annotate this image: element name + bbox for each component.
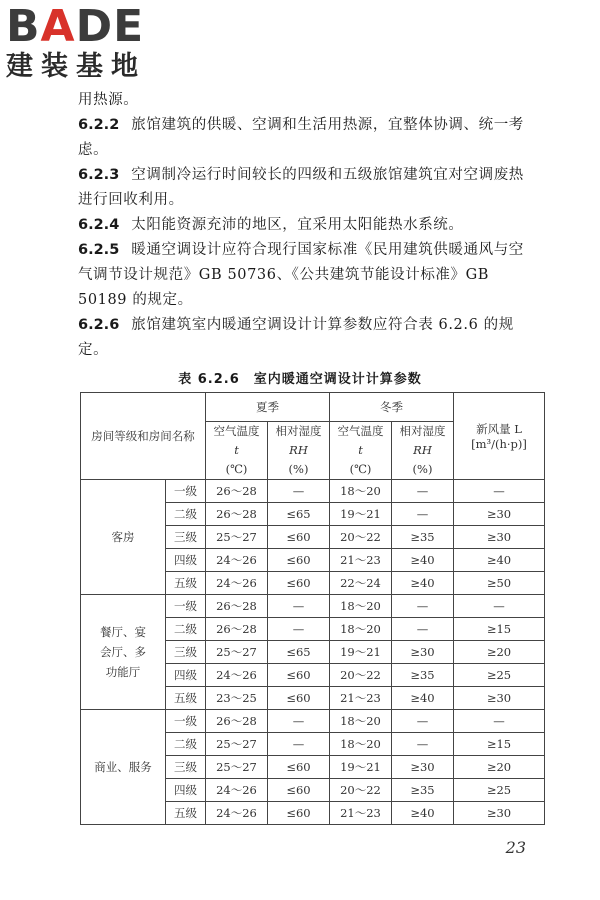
clause-number: 6.2.5 — [78, 242, 120, 258]
room-type-line: 商业、服务 — [94, 760, 152, 774]
summer-temp-cell: 24～26 — [206, 802, 268, 825]
table-caption: 表 6.2.6 室内暖通空调设计计算参数 — [178, 372, 422, 387]
fresh-air-cell: ≥15 — [454, 618, 545, 641]
summer-temp-cell: 24～26 — [206, 664, 268, 687]
fresh-air-cell: — — [454, 710, 545, 733]
winter-temp-cell: 20～22 — [330, 526, 392, 549]
summer-rh-cell: ≤60 — [268, 802, 330, 825]
clause-text: 空调制冷运行时间较长的四级和五级旅馆建筑宜对空调废热进行回收利用。 — [78, 167, 524, 208]
winter-rh-cell: ≥40 — [392, 572, 454, 595]
summer-temp-header: 空气温度 t (℃) — [206, 422, 268, 480]
summer-temp-cell: 24～26 — [206, 572, 268, 595]
paragraph — [78, 88, 536, 113]
fresh-air-cell: ≥25 — [454, 779, 545, 802]
grade-cell: 五级 — [166, 802, 206, 825]
winter-temp-cell: 19～21 — [330, 756, 392, 779]
winter-rh-cell: — — [392, 710, 454, 733]
summer-temp-cell: 24～26 — [206, 779, 268, 802]
summer-temp-cell: 25～27 — [206, 641, 268, 664]
body-text — [78, 88, 536, 363]
winter-temp-cell: 18～20 — [330, 480, 392, 503]
grade-cell: 三级 — [166, 756, 206, 779]
logo-wordmark: BADE — [6, 1, 145, 52]
grade-cell: 二级 — [166, 733, 206, 756]
winter-temp-cell: 18～20 — [330, 733, 392, 756]
winter-header: 冬季 — [330, 393, 454, 422]
fresh-air-cell: ≥15 — [454, 733, 545, 756]
winter-rh-header: 相对湿度 RH (%) — [392, 422, 454, 480]
grade-cell: 五级 — [166, 687, 206, 710]
room-type-line: 客房 — [111, 530, 135, 544]
grade-cell: 一级 — [166, 710, 206, 733]
winter-rh-cell: ≥30 — [392, 756, 454, 779]
clause-text: 太阳能资源充沛的地区，宜采用太阳能热水系统。 — [131, 217, 464, 233]
summer-rh-cell: ≤60 — [268, 687, 330, 710]
parameter-table — [80, 392, 545, 825]
winter-rh-cell: ≥35 — [392, 526, 454, 549]
summer-rh-cell: — — [268, 710, 330, 733]
table-row — [81, 710, 545, 733]
summer-rh-cell: ≤65 — [268, 503, 330, 526]
clause-text: 暖通空调设计应符合现行国家标准《民用建筑供暖通风与空气调节设计规范》GB 50736、《公共建筑节能设计标准》GB 50189 的规定。 — [78, 242, 524, 308]
clause-number: 6.2.4 — [78, 217, 120, 233]
winter-rh-cell: ≥30 — [392, 641, 454, 664]
paragraph — [78, 238, 536, 313]
fresh-air-cell: — — [454, 480, 545, 503]
clause-text: 旅馆建筑的供暖、空调和生活用热源，宜整体协调、统一考虑。 — [78, 117, 524, 158]
summer-header: 夏季 — [206, 393, 330, 422]
winter-rh-cell: ≥35 — [392, 664, 454, 687]
room-type-line: 功能厅 — [105, 665, 141, 679]
winter-temp-cell: 20～22 — [330, 664, 392, 687]
fresh-air-cell: ≥30 — [454, 687, 545, 710]
winter-rh-cell: ≥40 — [392, 549, 454, 572]
fresh-air-cell: ≥20 — [454, 641, 545, 664]
winter-temp-header: 空气温度 t (℃) — [330, 422, 392, 480]
winter-temp-cell: 18～20 — [330, 618, 392, 641]
winter-temp-cell: 18～20 — [330, 595, 392, 618]
fresh-air-cell: ≥20 — [454, 756, 545, 779]
paragraph — [78, 163, 536, 213]
winter-temp-cell: 19～21 — [330, 503, 392, 526]
summer-temp-cell: 23～25 — [206, 687, 268, 710]
fresh-air-cell: ≥30 — [454, 526, 545, 549]
clause-number: 6.2.3 — [78, 167, 120, 183]
winter-temp-cell: 21～23 — [330, 802, 392, 825]
summer-rh-cell: ≤60 — [268, 779, 330, 802]
clause-text: 旅馆建筑室内暖通空调设计计算参数应符合表 6.2.6 的规定。 — [78, 317, 514, 358]
summer-temp-cell: 25～27 — [206, 756, 268, 779]
paragraph — [78, 213, 536, 238]
summer-temp-cell: 26～28 — [206, 618, 268, 641]
summer-rh-cell: — — [268, 618, 330, 641]
grade-cell: 一级 — [166, 595, 206, 618]
winter-rh-cell: — — [392, 480, 454, 503]
winter-temp-cell: 19～21 — [330, 641, 392, 664]
clause-number: 6.2.6 — [78, 317, 120, 333]
room-type-cell — [81, 480, 166, 595]
room-type-line: 会厅、多 — [100, 645, 146, 659]
summer-rh-cell: — — [268, 733, 330, 756]
winter-rh-cell: ≥40 — [392, 802, 454, 825]
fresh-air-header: 新风量 L [m³/(h·p)] — [454, 393, 545, 480]
summer-rh-cell: ≤60 — [268, 572, 330, 595]
paragraph — [78, 313, 536, 363]
winter-temp-cell: 20～22 — [330, 779, 392, 802]
fresh-air-cell: — — [454, 595, 545, 618]
summer-rh-cell: ≤60 — [268, 756, 330, 779]
table-row — [81, 595, 545, 618]
grade-cell: 三级 — [166, 641, 206, 664]
summer-temp-cell: 26～28 — [206, 480, 268, 503]
clause-number: 6.2.2 — [78, 117, 120, 133]
winter-rh-cell: — — [392, 733, 454, 756]
summer-temp-cell: 24～26 — [206, 549, 268, 572]
grade-cell: 四级 — [166, 549, 206, 572]
summer-temp-cell: 25～27 — [206, 526, 268, 549]
room-type-line: 餐厅、宴 — [100, 625, 146, 639]
table-row — [81, 480, 545, 503]
grade-cell: 一级 — [166, 480, 206, 503]
winter-rh-cell: — — [392, 595, 454, 618]
summer-rh-cell: ≤60 — [268, 664, 330, 687]
winter-rh-cell: — — [392, 503, 454, 526]
grade-cell: 四级 — [166, 664, 206, 687]
room-type-cell — [81, 710, 166, 825]
room-header: 房间等级和房间名称 — [81, 393, 206, 480]
fresh-air-cell: ≥25 — [454, 664, 545, 687]
grade-cell: 二级 — [166, 503, 206, 526]
summer-rh-header: 相对湿度 RH (%) — [268, 422, 330, 480]
winter-temp-cell: 21～23 — [330, 687, 392, 710]
grade-cell: 四级 — [166, 779, 206, 802]
fresh-air-cell: ≥30 — [454, 503, 545, 526]
winter-rh-cell: ≥40 — [392, 687, 454, 710]
room-type-cell — [81, 595, 166, 710]
summer-rh-cell: — — [268, 480, 330, 503]
winter-temp-cell: 18～20 — [330, 710, 392, 733]
summer-rh-cell: ≤60 — [268, 526, 330, 549]
winter-rh-cell: — — [392, 618, 454, 641]
summer-temp-cell: 26～28 — [206, 710, 268, 733]
clause-text: 用热源。 — [78, 92, 139, 108]
summer-rh-cell: — — [268, 595, 330, 618]
winter-temp-cell: 21～23 — [330, 549, 392, 572]
logo-chinese-name: 建装基地 — [6, 51, 146, 82]
winter-rh-cell: ≥35 — [392, 779, 454, 802]
grade-cell: 二级 — [166, 618, 206, 641]
grade-cell: 三级 — [166, 526, 206, 549]
bade-logo — [6, 1, 176, 82]
fresh-air-cell: ≥50 — [454, 572, 545, 595]
page-number: 23 — [505, 838, 526, 857]
summer-temp-cell: 26～28 — [206, 503, 268, 526]
summer-rh-cell: ≤60 — [268, 549, 330, 572]
summer-temp-cell: 26～28 — [206, 595, 268, 618]
fresh-air-cell: ≥30 — [454, 802, 545, 825]
winter-temp-cell: 22～24 — [330, 572, 392, 595]
paragraph — [78, 113, 536, 163]
summer-rh-cell: ≤65 — [268, 641, 330, 664]
summer-temp-cell: 25～27 — [206, 733, 268, 756]
fresh-air-cell: ≥40 — [454, 549, 545, 572]
grade-cell: 五级 — [166, 572, 206, 595]
